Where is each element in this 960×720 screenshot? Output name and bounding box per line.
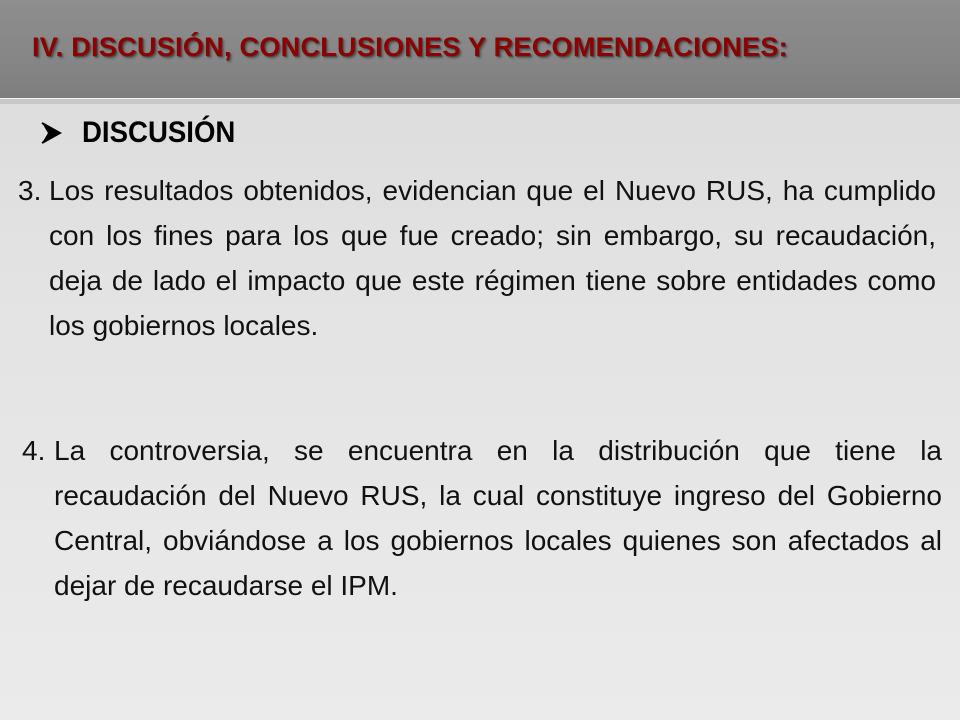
item-number: 3. — [18, 175, 42, 206]
item-text: Los resultados obtenidos, evidencian que el Nuevo RUS, ha cumplido con los fines para los que fue creado; sin embargo, su recaudación, deja de lado el impacto que este régimen tiene sobre entidades como los gobiernos locales. — [49, 175, 936, 341]
discussion-item — [18, 168, 936, 348]
item-text: La controversia, se encuentra en la distribución que tiene la recaudación del Nuevo RUS, la cual constituye ingreso del Gobierno Central, obviándose a los gobiernos locales quienes son afectados al dejar de recaudarse el IPM. — [54, 435, 942, 601]
header-bar — [0, 0, 960, 98]
section-heading — [40, 112, 249, 154]
section-title: DISCUSIÓN — [82, 116, 236, 149]
slide-title: IV. DISCUSIÓN, CONCLUSIONES Y RECOMENDACIONES: — [32, 32, 788, 62]
discussion-item — [22, 428, 942, 608]
header-divider — [0, 98, 960, 104]
item-number: 4. — [22, 435, 46, 466]
arrow-bullet-icon — [40, 121, 62, 145]
